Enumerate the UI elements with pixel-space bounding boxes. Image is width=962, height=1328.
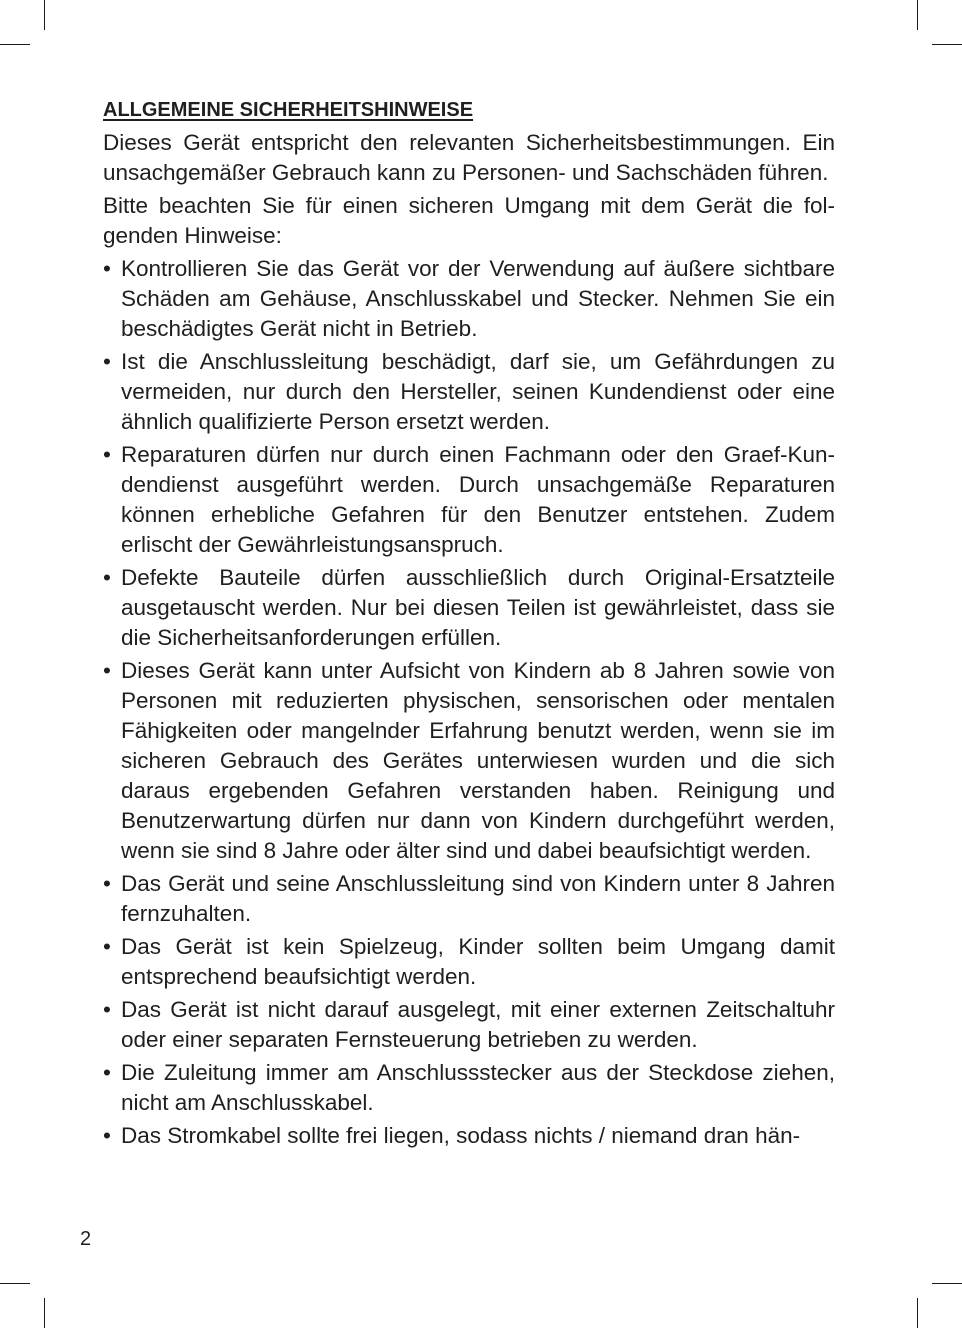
bullet-icon: • — [103, 934, 111, 959]
crop-mark-top-left-vertical — [44, 0, 45, 30]
crop-mark-bottom-right-horizontal — [932, 1283, 962, 1284]
intro-paragraph: Dieses Gerät entspricht den relevanten Sicherheitsbestimmungen. Ein unsachgemäßer Gebrauch kann zu Personen- und Sachschäden führen. — [103, 130, 835, 185]
list-item-text: Das Gerät und seine Anschlussleitung sind von Kindern unter 8 Jahren fernzuhalten. — [121, 871, 835, 926]
list-item-text: Die Zuleitung immer am Anschlussstecker aus der Steckdose ziehen, nicht am Anschlusskabel. — [121, 1060, 835, 1115]
safety-list — [103, 254, 835, 1151]
crop-mark-bottom-left-vertical — [44, 1298, 45, 1328]
list-item-text: Ist die Anschlussleitung beschädigt, darf sie, um Gefährdungen zu vermeiden, nur durch den Hersteller, seinen Kundendienst oder eine ähnlich qualifizierte Person ersetzt werden. — [121, 349, 835, 434]
list-item-text: Defekte Bauteile dürfen ausschließlich durch Original-Ersatzteile ausgetauscht werden. Nur bei diesen Teilen ist gewährleistet, dass sie die Sicherheitsanforderungen erfüllen. — [121, 565, 835, 650]
page-content — [103, 96, 835, 1154]
crop-mark-top-right-horizontal — [932, 44, 962, 45]
crop-mark-bottom-left-horizontal — [0, 1283, 30, 1284]
list-item-text: Reparaturen dürfen nur durch einen Fachmann oder den Graef-Kundendienst ausgeführt werden. Durch unsachgemäße Reparaturen können erhebliche Gefahren für den Benutzer entstehen. Zudem erlischt der Gewährleistungsanspruch. — [121, 442, 835, 557]
bullet-icon: • — [103, 658, 111, 683]
list-item — [103, 254, 835, 344]
bullet-icon: • — [103, 565, 111, 590]
list-item — [103, 563, 835, 653]
crop-mark-top-right-vertical — [917, 0, 918, 30]
list-item — [103, 1121, 835, 1151]
bullet-icon: • — [103, 349, 111, 374]
list-item — [103, 869, 835, 929]
page-number: 2 — [80, 1228, 92, 1250]
list-item-text: Das Gerät ist nicht darauf ausgelegt, mit einer externen Zeitschaltuhr oder einer separaten Fernsteuerung betrieben zu werden. — [121, 997, 835, 1052]
list-item — [103, 440, 835, 560]
crop-mark-top-left-horizontal — [0, 44, 30, 45]
bullet-icon: • — [103, 256, 111, 281]
list-item-text: Das Gerät ist kein Spielzeug, Kinder sollten beim Umgang damit entsprechend beaufsichtigt werden. — [121, 934, 835, 989]
instruction-paragraph: Bitte beachten Sie für einen sicheren Umgang mit dem Gerät die folgenden Hinweise: — [103, 193, 835, 248]
bullet-icon: • — [103, 871, 111, 896]
section-heading: ALLGEMEINE SICHERHEITSHINWEISE — [103, 99, 474, 121]
list-item-text: Dieses Gerät kann unter Aufsicht von Kindern ab 8 Jahren sowie von Personen mit reduzierten physischen, sensorischen oder mentalen Fähigkeiten oder mangelnder Erfahrung benutzt werden, wenn sie im sicheren Gebrauch des Gerätes unterwiesen wurden und die sich daraus ergebenden Gefahren verstanden haben. Reinigung und Benutzerwartung dürfen nur dann von Kindern durchgeführt werden, wenn sie sind 8 Jahre oder älter sind und dabei beaufsichtigt werden. — [121, 658, 835, 863]
crop-mark-bottom-right-vertical — [917, 1298, 918, 1328]
bullet-icon: • — [103, 1123, 111, 1148]
list-item — [103, 1058, 835, 1118]
list-item-text: Kontrollieren Sie das Gerät vor der Verwendung auf äußere sichtbare Schäden am Gehäuse, Anschlusskabel und Stecker. Nehmen Sie ein beschädigtes Gerät nicht in Betrieb. — [121, 256, 835, 341]
list-item — [103, 932, 835, 992]
list-item-text: Das Stromkabel sollte frei liegen, sodass nichts / niemand dran hän- — [121, 1123, 801, 1148]
list-item — [103, 995, 835, 1055]
bullet-icon: • — [103, 997, 111, 1022]
bullet-icon: • — [103, 442, 111, 467]
list-item — [103, 347, 835, 437]
list-item — [103, 656, 835, 866]
bullet-icon: • — [103, 1060, 111, 1085]
